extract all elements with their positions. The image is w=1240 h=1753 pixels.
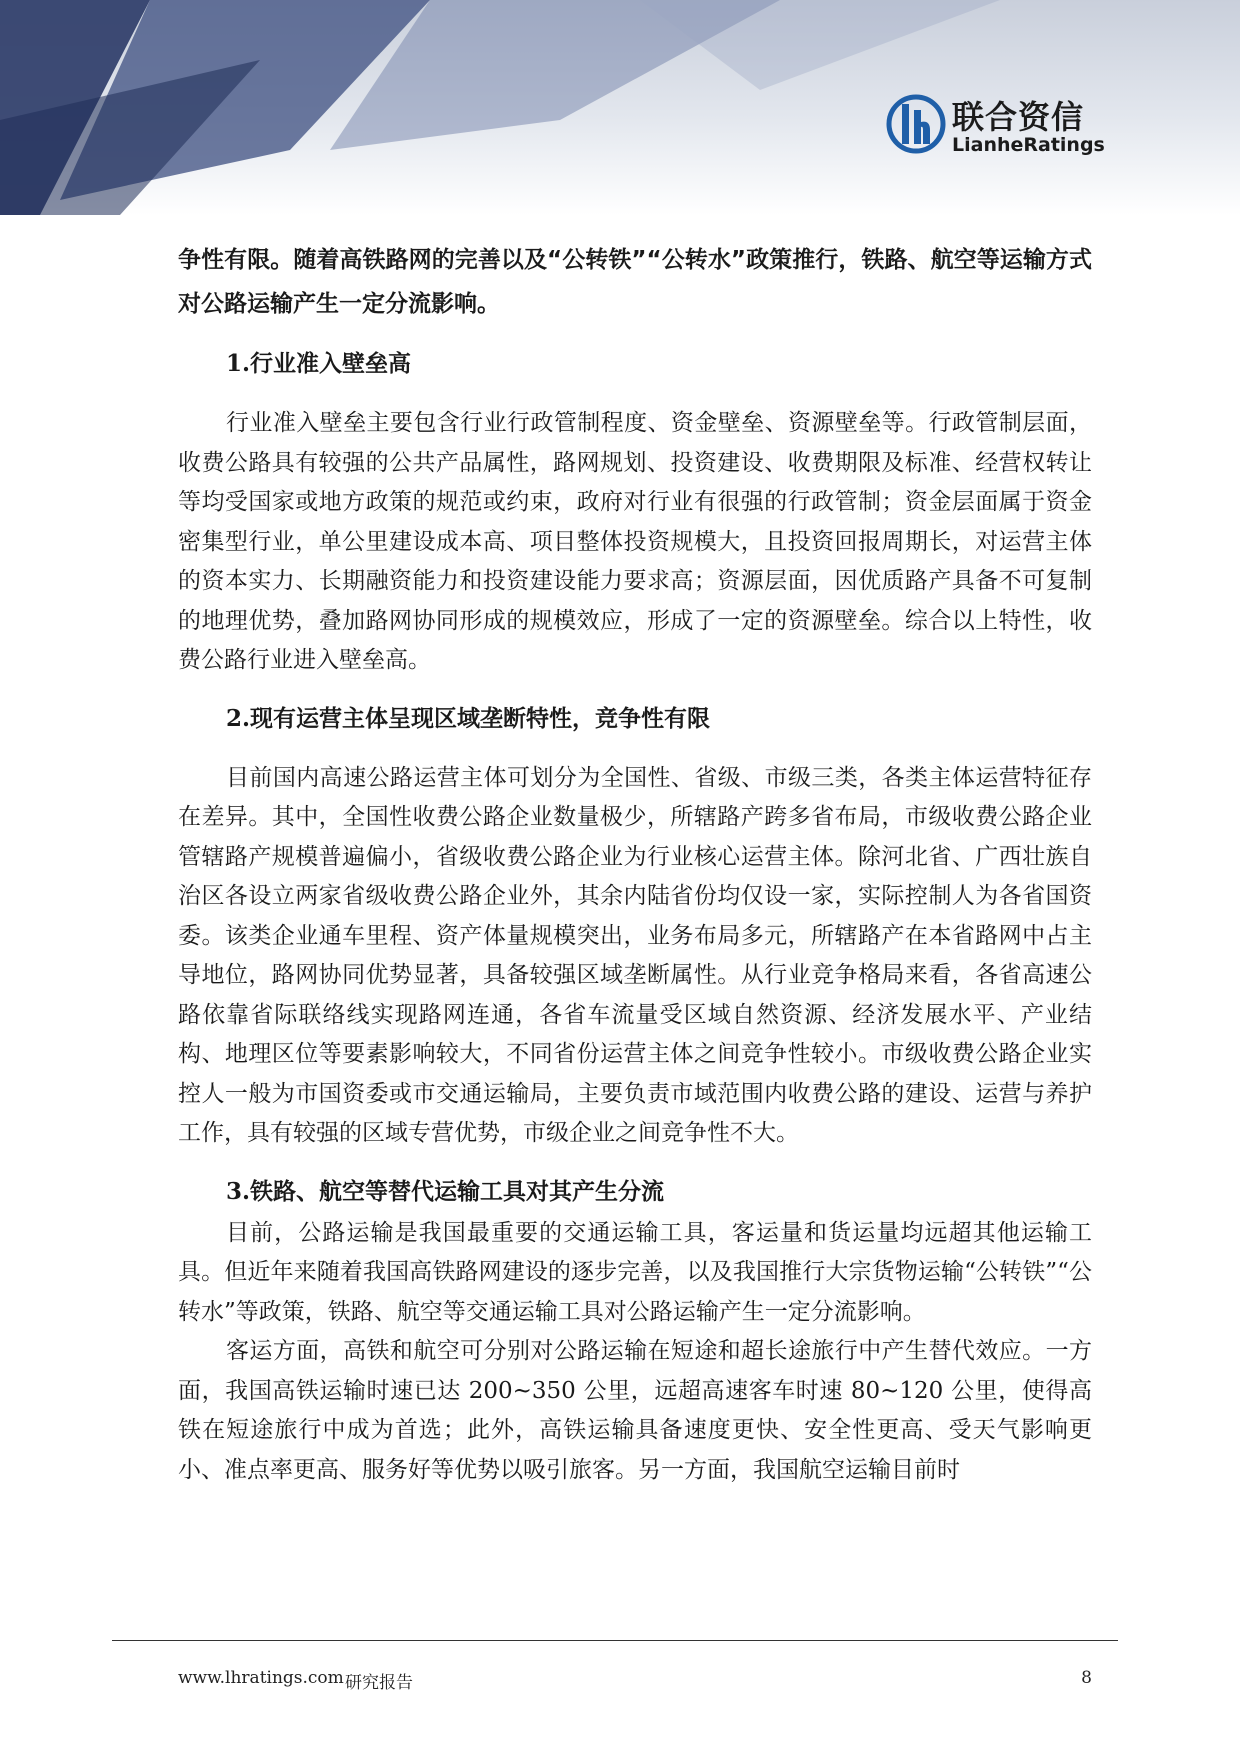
brand-logo: [886, 92, 1106, 164]
section-heading-3: 3.铁路、航空等替代运输工具对其产生分流: [226, 1177, 665, 1205]
page-number: 8: [1081, 1668, 1092, 1688]
section-3-paragraph-1: 目前，公路运输是我国最重要的交通运输工具，客运量和货运量均远超其他运输工具。但近年来随着我国高铁路网建设的逐步完善，以及我国推行大宗货物运输“公转铁”“公转水”等政策，铁路、航空等交通运输工具对公路运输产生一定分流影响。: [178, 1219, 1092, 1325]
logo-english-text: LianheRatings: [952, 134, 1105, 156]
header-band: [0, 0, 1240, 215]
report-body: [178, 238, 1092, 1490]
section-1-paragraph-1: 行业准入壁垒主要包含行业行政管制程度、资金壁垒、资源壁垒等。行政管制层面，收费公路具有较强的公共产品属性，路网规划、投资建设、收费期限及标准、经营权转让等均受国家或地方政策的规范或约束，政府对行业有很强的行政管制；资金层面属于资金密集型行业，单公里建设成本高、项目整体投资规模大，且投资回报周期长，对运营主体的资本实力、长期融资能力和投资建设能力要求高；资源层面，因优质路产具备不可复制的地理优势，叠加路网协同形成的规模效应，形成了一定的资源壁垒。综合以上特性，收费公路行业进入壁垒高。: [178, 410, 1092, 673]
footer-divider: [112, 1640, 1118, 1641]
section-3-paragraph-2: 客运方面，高铁和航空可分别对公路运输在短途和超长途旅行中产生替代效应。一方面，我国高铁运输时速已达 200~350 公里，远超高速客车时速 80~120 公里，使得高铁在短途旅行中成为首选；此外，高铁运输具备速度更快、安全性更高、受天气影响更小、准点率更高、服务好等优势以吸引旅客。另一方面，我国航空运输目前时: [178, 1338, 1092, 1483]
section-heading-2: 2.现有运营主体呈现区域垄断特性，竞争性有限: [226, 704, 711, 732]
footer-website: www.lhratings.com: [178, 1668, 344, 1688]
section-heading-1: 1.行业准入壁垒高: [226, 350, 412, 377]
section-2-paragraph-1: 目前国内高速公路运营主体可划分为全国性、省级、市级三类，各类主体运营特征存在差异。其中，全国性收费公路企业数量极少，所辖路产跨多省布局，市级收费公路企业管辖路产规模普遍偏小，省级收费公路企业为行业核心运营主体。除河北省、广西壮族自治区各设立两家省级收费公路企业外，其余内陆省份均仅设一家，实际控制人为各省国资委。该类企业通车里程、资产体量规模突出，业务布局多元，所辖路产在本省路网中占主导地位，路网协同优势显著，具备较强区域垄断属性。从行业竞争格局来看，各省高速公路依靠省际联络线实现路网连通，各省车流量受区域自然资源、经济发展水平、产业结构、地理区位等要素影响较大，不同省份运营主体之间竞争性较小。市级收费公路企业实控人一般为市国资委或市交通运输局，主要负责市域范围内收费公路的建设、运营与养护工作，具有较强的区域专营优势，市级企业之间竞争性不大。: [178, 764, 1092, 1146]
logo-chinese-text: 联合资信: [952, 98, 1085, 136]
lianhe-logo-icon: [886, 92, 946, 156]
lead-paragraph: 争性有限。随着高铁路网的完善以及“公转铁”“公转水”政策推行，铁路、航空等运输方式对公路运输产生一定分流影响。: [178, 247, 1092, 317]
footer-report-label: 研究报告: [345, 1673, 413, 1693]
